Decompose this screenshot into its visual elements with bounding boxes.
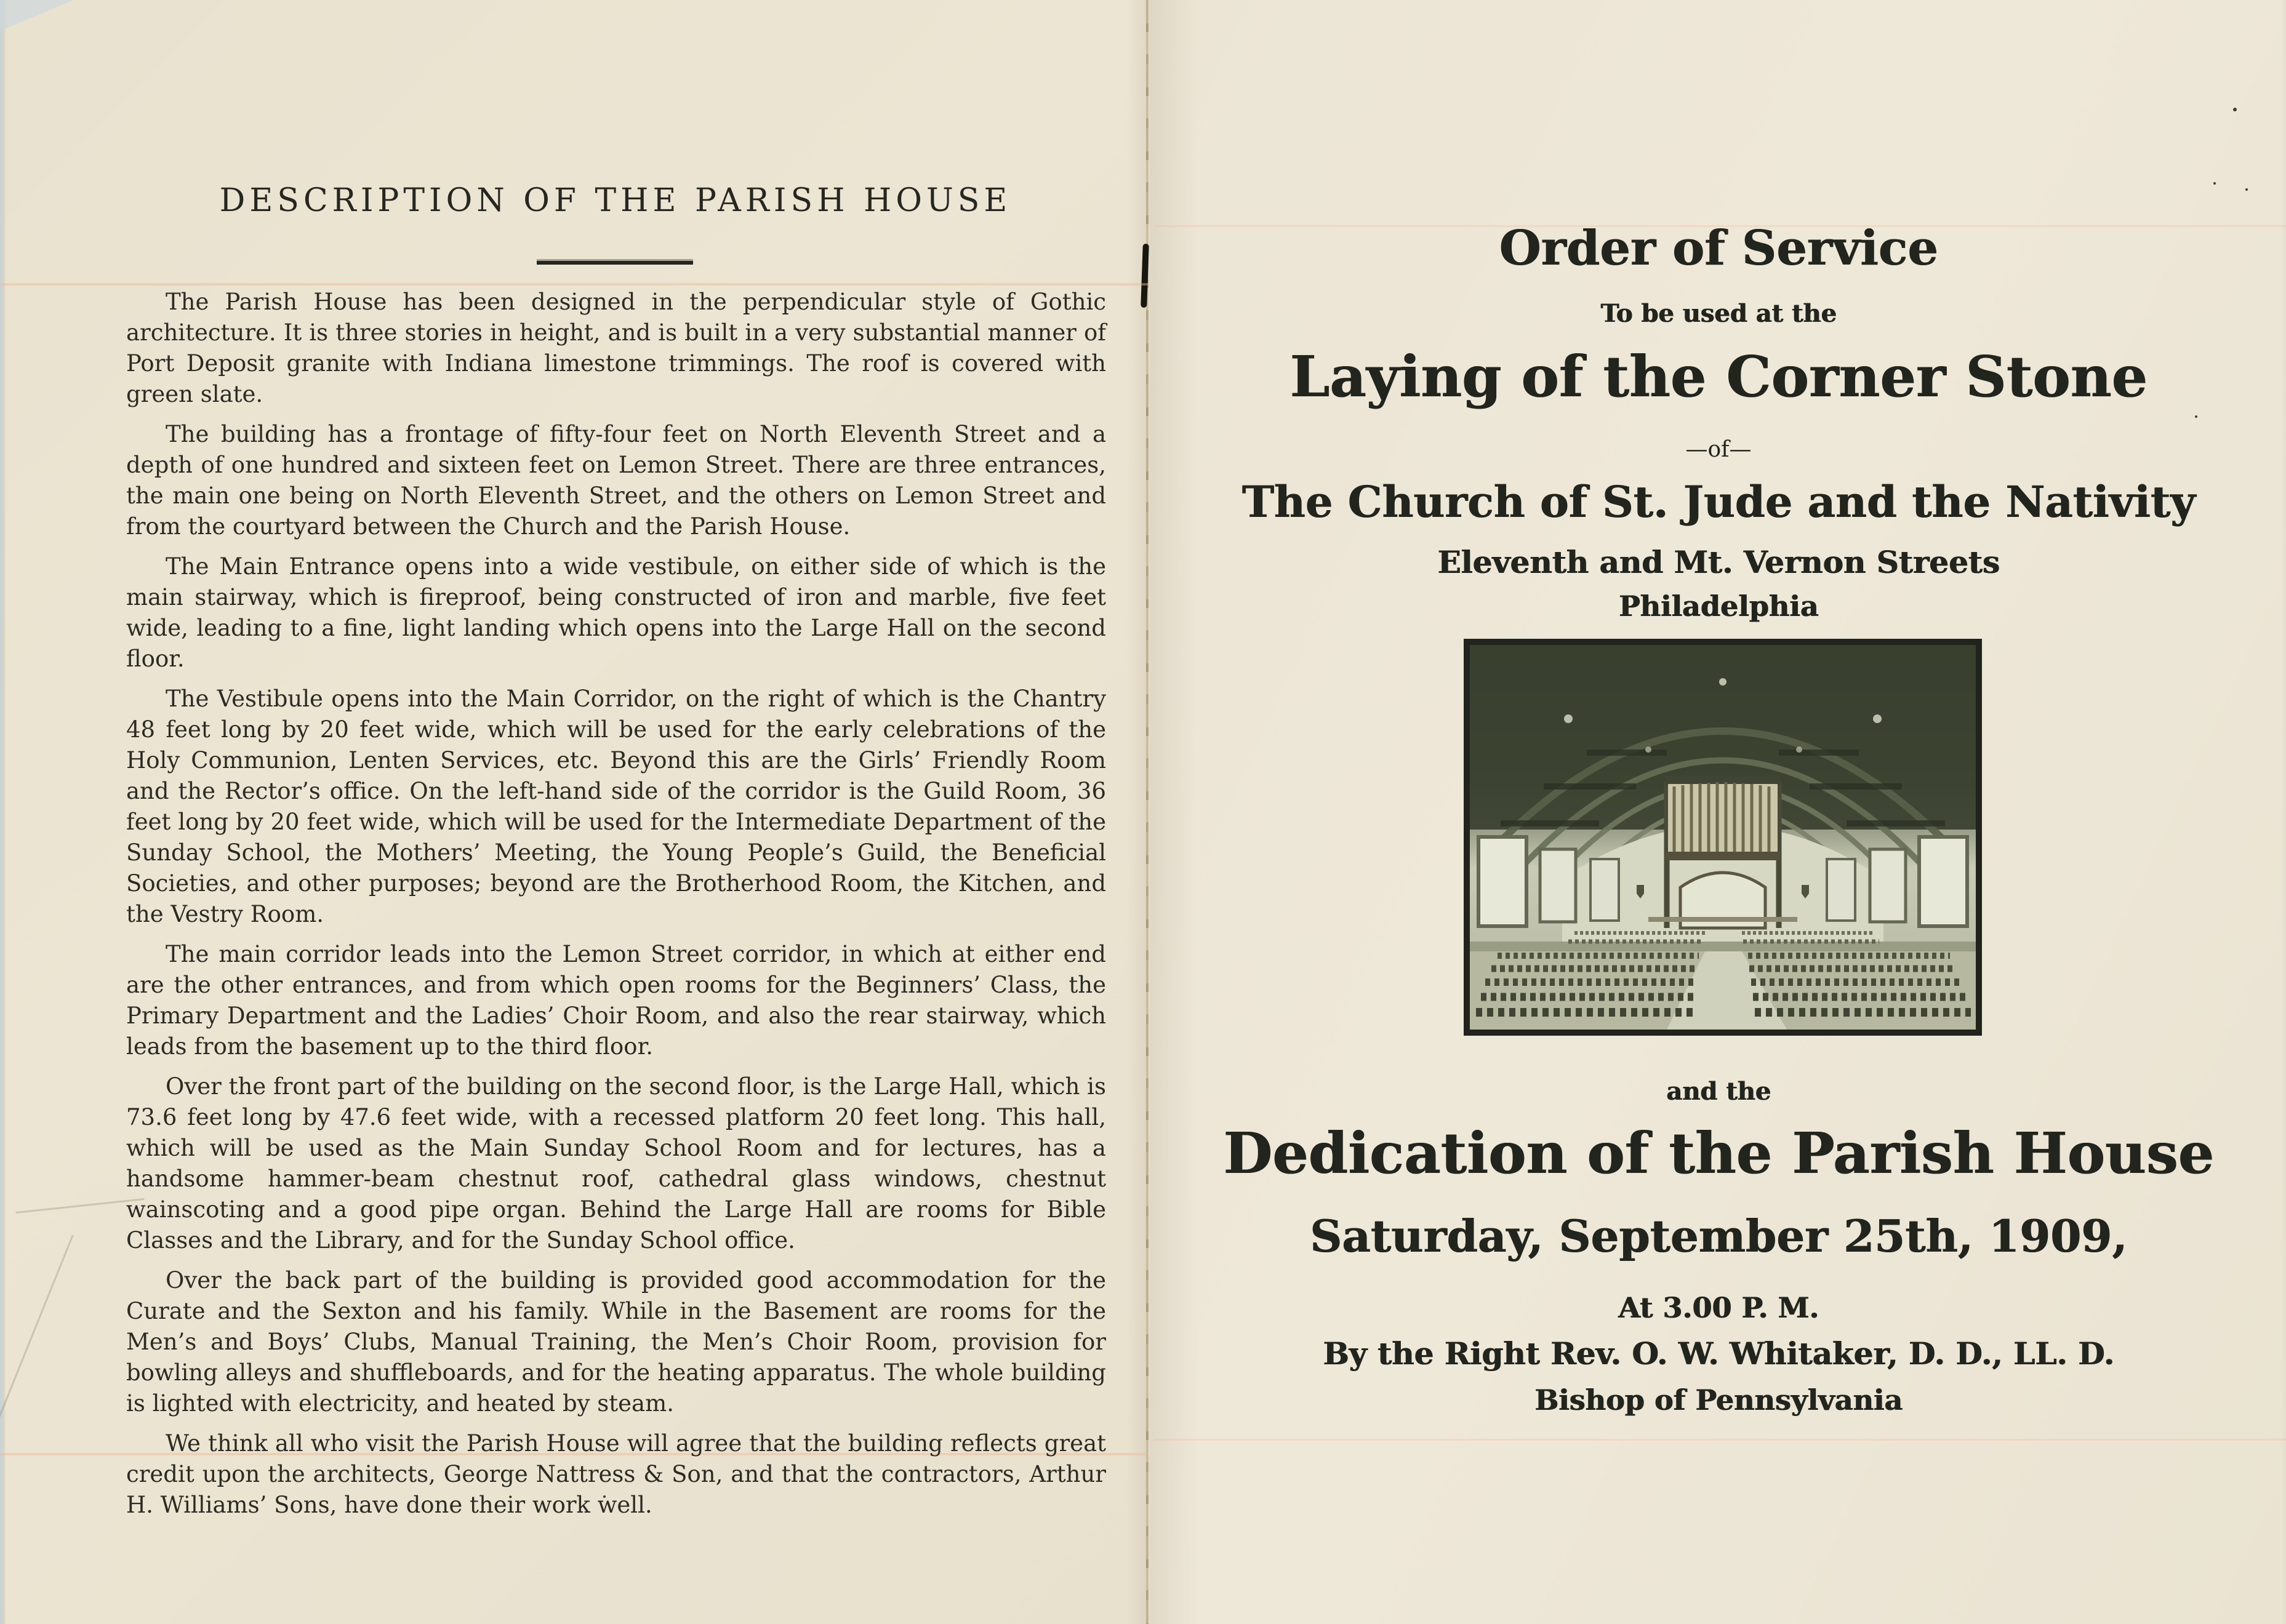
officiant-line: By the Right Rev. O. W. Whitaker, D. D., LL. D. [1323, 1335, 2114, 1372]
paragraph: Over the front part of the building on the second floor, is the Large Hall, which is 73.6 feet long by 47.6 feet wide, with a recessed platform 20 feet long. This hall, which will be used as the Main Sunday School Room and for lectures, has a handsome hammer-beam chestnut roof, cathedral glass windows, chestnut wainscoting and a good pipe organ. Behind the Large Hall are rooms for Bible Classes and the Library, and for the Sunday School office. [126, 1073, 1106, 1254]
of-divider: —of— [1685, 437, 1752, 462]
laying-corner-stone-heading: Laying of the Corner Stone [1289, 343, 2148, 410]
paragraph: We think all who visit the Parish House will agree that the building reflects great credit upon the architects, George Nattress & Son, and that the contractors, Arthur H. Williams’ Sons, have done their work well. [126, 1430, 1106, 1518]
and-the-connector: and the [1666, 1077, 1771, 1106]
paper-speck [2233, 108, 2237, 111]
paper-speck [2195, 415, 2197, 418]
paragraph: The Parish House has been designed in the perpendicular style of Gothic architecture. It is three stories in height, and is built in a very substantial manner of Port Deposit granite with Indiana limestone trimmings. The roof is covered with green slate. [126, 289, 1106, 407]
event-date-line: Saturday, September 25th, 1909, [1309, 1210, 2128, 1262]
right-paper-edge [2281, 0, 2286, 1624]
left-page-title: DESCRIPTION OF THE PARISH HOUSE [219, 182, 1012, 219]
used-at-subheading: To be used at the [1600, 299, 1837, 328]
pink-scan-line [0, 283, 1149, 286]
church-name-heading: The Church of St. Jude and the Nativity [1241, 476, 2196, 527]
large-hall-interior-photo [1464, 639, 1982, 1036]
streets-line: Eleventh and Mt. Vernon Streets [1437, 544, 2000, 580]
event-time-line: At 3.00 P. M. [1618, 1291, 1819, 1324]
paragraph: The Vestibule opens into the Main Corridor, on the right of which is the Chantry 48 feet long by 20 feet wide, which will be used for the early celebrations of the Holy Communion, Lenten Services, etc. Beyond this are the Girls’ Friendly Room and the Rector’s office. On the left-hand side of the corridor is the Guild Room, 36 feet long by 20 feet wide, which will be used for the Intermediate Department of the Sunday School, the Mothers’ Meeting, the Young People’s Guild, the Beneficial Societies, and other purposes; beyond are the Brotherhood Room, the Kitchen, and the Vestry Room. [126, 686, 1106, 927]
city-line: Philadelphia [1618, 590, 1819, 623]
paper-speck [2213, 182, 2216, 185]
paragraph: The Main Entrance opens into a wide vestibule, on either side of which is the main stairway, which is fireproof, being constructed of iron and marble, five feet wide, leading to a fine, light landing which opens into the Large Hall on the second floor. [126, 553, 1106, 672]
torn-left-paper-edge [0, 0, 6, 1624]
order-of-service-heading: Order of Service [1499, 220, 1938, 276]
paragraph: Over the back part of the building is provided good accommodation for the Curate and the Sexton and his family. While in the Basement are rooms for the Men’s and Boys’ Clubs, Manual Training, the Men’s Choir Room, provision for bowling alleys and shuffleboards, and for the heating apparatus. The whole building is lighted with electricity, and heated by steam. [126, 1267, 1106, 1417]
dedication-heading: Dedication of the Parish House [1223, 1120, 2214, 1186]
pink-scan-line [1154, 1439, 2286, 1441]
paragraph: The building has a frontage of fifty-four feet on North Eleventh Street and a depth of one hundred and sixteen feet on Lemon Street. There are three entrances, the main one being on North Eleventh Street, and the others on Lemon Street and from the courtyard between the Church and the Parish House. [126, 421, 1106, 540]
bishop-title-line: Bishop of Pennsylvania [1534, 1383, 1903, 1417]
paper-speck [2245, 188, 2248, 191]
left-page-body [126, 287, 1106, 1530]
large-hall-photo-graphic [1464, 639, 1982, 1036]
title-rule [537, 261, 693, 265]
paragraph: The main corridor leads into the Lemon Street corridor, in which at either end are the other entrances, and from which open rooms for the Beginners’ Class, the Primary Department and the Ladies’ Choir Room, and also the rear stairway, which leads from the basement up to the third floor. [126, 941, 1106, 1060]
